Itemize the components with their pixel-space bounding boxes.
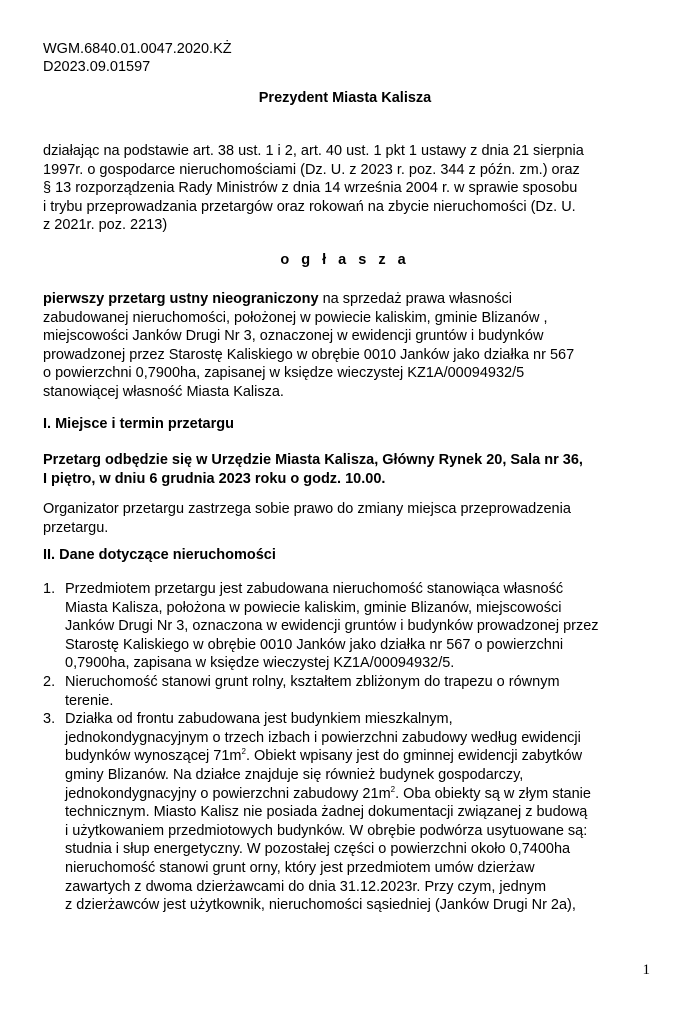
item-line: 0,7900ha, zapisana w księdze wieczystej KZ1A/00094932/5. [65, 655, 455, 672]
property-details-list [43, 580, 653, 915]
intro-line [43, 290, 643, 309]
item-number: 3. [43, 711, 56, 728]
item-line: Starostę Kaliskiego w obrębie 0010 Janków jako działka nr 567 o powierzchni [65, 636, 564, 653]
tender-type: pierwszy przetarg ustny nieograniczony [43, 291, 319, 307]
item-line: Nieruchomość stanowi grunt rolny, kształtem zbliżonym do trapezu o równym [65, 673, 560, 690]
item-number: 2. [43, 673, 56, 690]
legal-basis-line: działając na podstawie art. 38 ust. 1 i 2, art. 40 ust. 1 pkt 1 ustawy z dnia 21 sierpnia [43, 143, 584, 159]
item-line: Przedmiotem przetargu jest zabudowana nieruchomość stanowiąca własność [65, 581, 564, 597]
authority-title: Prezydent Miasta Kalisza [258, 90, 432, 106]
item-text: . Oba obiekty są w złym stanie [395, 785, 591, 802]
intro-line: o powierzchni 0,7900ha, zapisanej w księdze wieczystej KZ1A/00094932/5 [43, 365, 525, 382]
intro-line: stanowiącej własność Miasta Kalisza. [43, 383, 284, 400]
superscript: 2 [390, 784, 396, 794]
intro-line: zabudowanej nieruchomości, położonej w powiecie kaliskim, gminie Blizanów , [43, 309, 548, 326]
organizer-paragraph [43, 500, 643, 537]
section-2-heading: II. Dane dotyczące nieruchomości [43, 547, 276, 563]
item-text: jednokondygnacyjny o powierzchni zabudowy 21m [65, 785, 391, 802]
venue-paragraph [43, 451, 643, 488]
item-text: . Obiekt wpisany jest do gminnej ewidencji zabytków [245, 748, 583, 765]
page-number: 1 [642, 962, 650, 978]
reference-block [43, 40, 232, 76]
item-line: Działka od frontu zabudowana jest budynkiem mieszkalnym, [65, 711, 453, 728]
venue-line: Przetarg odbędzie się w Urzędzie Miasta Kalisza, Główny Rynek 20, Sala nr 36, [43, 452, 583, 468]
legal-basis-paragraph [43, 142, 643, 235]
intro-line: prowadzonej przez Starostę Kaliskiego w obrębie 0010 Janków jako działka nr 567 [43, 346, 575, 363]
list-item [43, 710, 653, 915]
item-line: Miasta Kalisza, położona w powiecie kaliskim, gminie Blizanów, miejscowości [65, 599, 562, 616]
announces-heading: o g ł a s z a [280, 252, 410, 268]
item-line: technicznym. Miasto Kalisz nie posiada żadnej dokumentacji związanej z budową [65, 804, 588, 821]
intro-line-rest: na sprzedaż prawa własności [318, 291, 513, 307]
item-line: jednokondygnacyjnym o trzech izbach i powierzchni zabudowy według ewidencji [65, 729, 581, 746]
case-number: WGM.6840.01.0047.2020.KŻ [43, 41, 232, 57]
list-item [43, 580, 653, 673]
organizer-line: przetargu. [43, 519, 109, 536]
item-line: i użytkowaniem przedmiotowych budynków. W obrębie podwórza usytuowane są: [65, 822, 588, 839]
item-line: Janków Drugi Nr 3, oznaczona w ewidencji gruntów i budynków prowadzonej przez [65, 618, 599, 635]
item-line: zawartych z dwoma dzierżawcami do dnia 31.12.2023r. Przy czym, jednym [65, 878, 547, 895]
organizer-line: Organizator przetargu zastrzega sobie prawo do zmiany miejsca przeprowadzenia [43, 501, 571, 517]
item-line: nieruchomość stanowi grunt orny, który jest przedmiotem umów dzierżaw [65, 859, 535, 876]
item-line [65, 785, 653, 804]
legal-basis-line: z 2021r. poz. 2213) [43, 217, 168, 234]
item-line: terenie. [65, 692, 114, 709]
legal-basis-line: § 13 rozporządzenia Rady Ministrów z dnia 14 września 2004 r. w sprawie sposobu [43, 180, 578, 197]
item-number: 1. [43, 581, 56, 597]
item-line: gminy Blizanów. Na działce znajduje się również budynek gospodarczy, [65, 766, 524, 783]
intro-line: miejscowości Janków Drugi Nr 3, oznaczonej w ewidencji gruntów i budynków [43, 328, 544, 345]
item-text: budynków wynoszącej 71m [65, 748, 242, 765]
list-item [43, 673, 653, 710]
superscript: 2 [241, 747, 246, 757]
legal-basis-line: 1997r. o gospodarce nieruchomościami (Dz. U. z 2023 r. poz. 344 z późn. zm.) oraz [43, 161, 580, 178]
section-1-heading: I. Miejsce i termin przetargu [43, 416, 234, 432]
venue-line: I piętro, w dniu 6 grudnia 2023 roku o godz. 10.00. [43, 470, 386, 487]
item-line [65, 747, 653, 766]
intro-paragraph [43, 290, 643, 402]
item-line: studnia i słup energetyczny. W pozostałej części o powierzchni około 0,7400ha [65, 841, 571, 858]
legal-basis-line: i trybu przeprowadzania przetargów oraz rokowań na zbycie nieruchomości (Dz. U. [43, 198, 576, 215]
document-number: D2023.09.01597 [43, 59, 151, 75]
item-line: z dzierżawców jest użytkownik, nieruchomości sąsiedniej (Janków Drugi Nr 2a), [65, 897, 576, 914]
